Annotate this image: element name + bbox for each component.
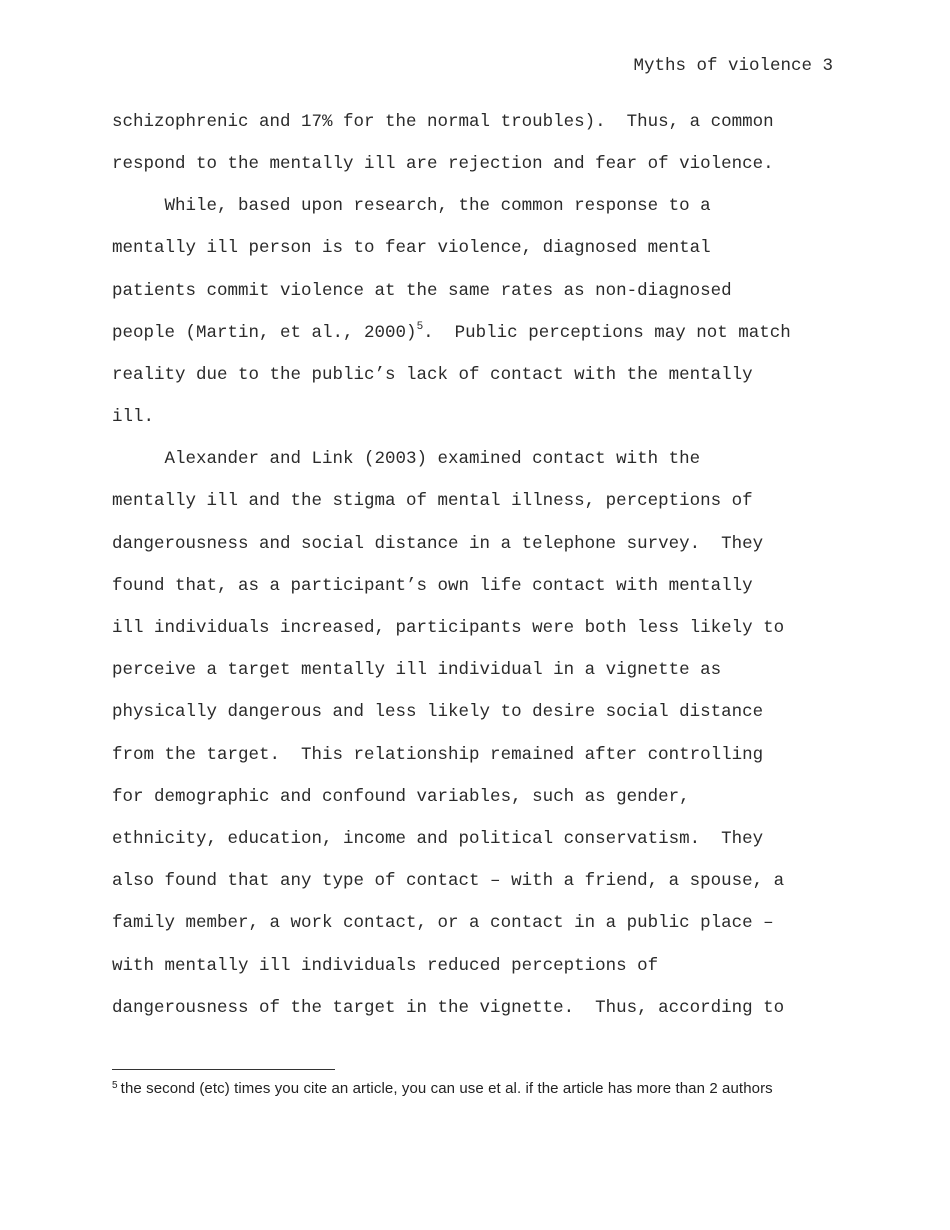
footnote-separator (112, 1069, 335, 1070)
footnote (112, 1079, 812, 1099)
text-line: schizophrenic and 17% for the normal troubles). Thus, a common (112, 112, 774, 132)
text-line: dangerousness and social distance in a telephone survey. They (112, 534, 764, 554)
running-head: Myths of violence 3 (633, 56, 833, 76)
text-line: from the target. This relationship remained after controlling (112, 745, 764, 765)
text-line-start: people (Martin, et al., 2000) (112, 323, 417, 343)
text-line: Alexander and Link (2003) examined contact with the (112, 449, 701, 469)
text-line: mentally ill and the stigma of mental illness, perceptions of (112, 491, 753, 511)
text-line: mentally ill person is to fear violence, diagnosed mental (112, 238, 711, 258)
text-line-end: . Public perceptions may not match (423, 323, 791, 343)
text-line: found that, as a participant’s own life contact with mentally (112, 576, 753, 596)
text-line: also found that any type of contact – with a friend, a spouse, a (112, 871, 785, 891)
text-line: ethnicity, education, income and political conservatism. They (112, 829, 764, 849)
footnote-marker: 5 (112, 1080, 118, 1091)
text-line: perceive a target mentally ill individual in a vignette as (112, 660, 722, 680)
text-line: respond to the mentally ill are rejection and fear of violence. (112, 154, 774, 174)
text-line: dangerousness of the target in the vignette. Thus, according to (112, 998, 785, 1018)
text-line: with mentally ill individuals reduced perceptions of (112, 956, 659, 976)
footnote-reference: 5 (416, 321, 424, 333)
footnote-text: the second (etc) times you cite an article, you can use et al. if the article has more than 2 authors (120, 1080, 773, 1097)
text-line: While, based upon research, the common response to a (112, 196, 711, 216)
text-line: physically dangerous and less likely to desire social distance (112, 702, 764, 722)
text-line-with-citation (112, 321, 791, 345)
text-line: for demographic and confound variables, such as gender, (112, 787, 690, 807)
text-line: ill. (112, 407, 155, 427)
text-line: family member, a work contact, or a contact in a public place – (112, 913, 774, 933)
text-line: ill individuals increased, participants were both less likely to (112, 618, 785, 638)
text-line: reality due to the public’s lack of contact with the mentally (112, 365, 753, 385)
text-line: patients commit violence at the same rates as non-diagnosed (112, 281, 732, 301)
